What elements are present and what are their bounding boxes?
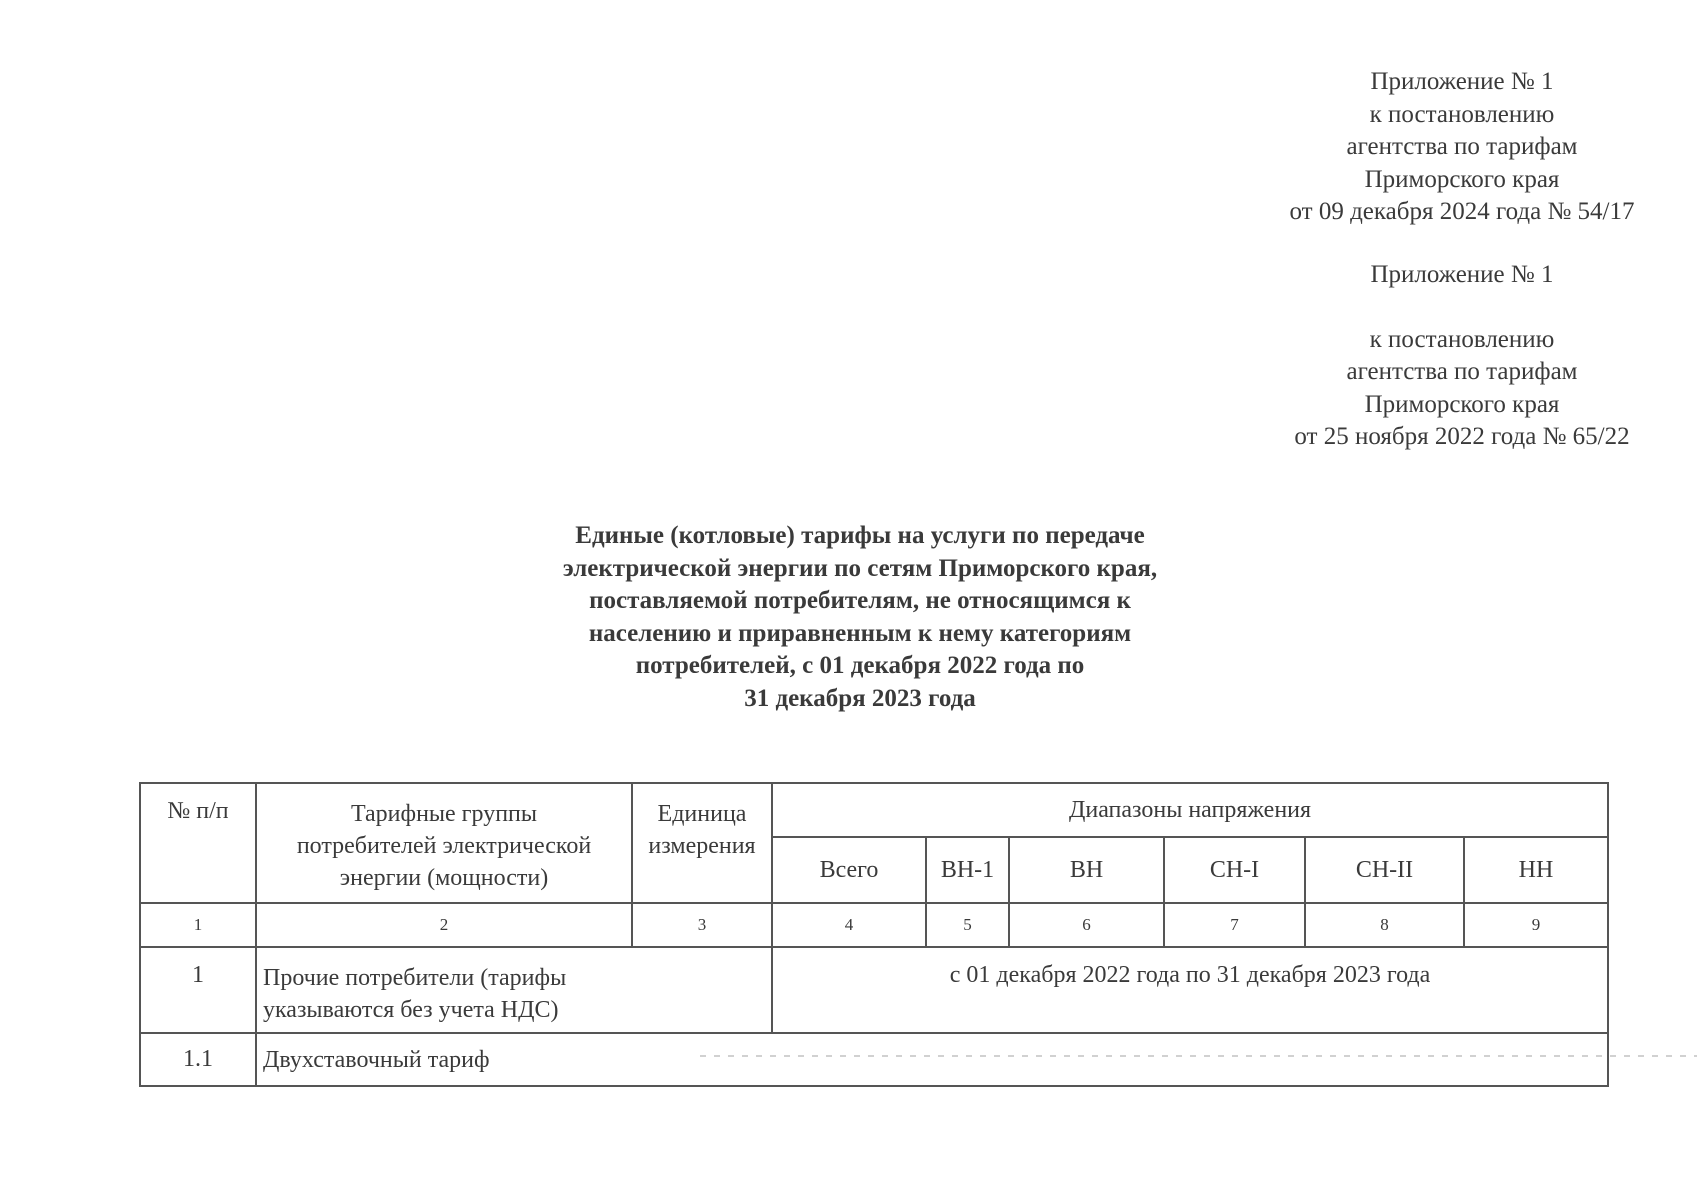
- row-number: 1.1: [140, 1033, 256, 1086]
- column-number: 7: [1164, 903, 1305, 947]
- header-voltage-ranges: Диапазоны напряжения: [772, 783, 1608, 837]
- header-text: потребителей электрической: [296, 833, 592, 859]
- approval-line: Приморского края: [1364, 390, 1560, 418]
- approval-block-current: [1185, 66, 1697, 229]
- header-nn: НН: [1464, 837, 1608, 903]
- title-line: потребителей, с 01 декабря 2022 года по: [635, 652, 1085, 679]
- header-tariff-group: [256, 783, 632, 903]
- approval-gap: [1185, 292, 1697, 324]
- approval-line: Приморского края: [1364, 165, 1560, 193]
- column-number: 3: [632, 903, 772, 947]
- header-num: № п/п: [140, 783, 256, 903]
- document-title: [500, 520, 1220, 715]
- row-name: [256, 947, 772, 1033]
- approval-line: к постановлению: [1369, 100, 1555, 128]
- row-name: Двухставочный тариф: [256, 1033, 1608, 1086]
- tariff-table: [139, 782, 1609, 1087]
- header-text: измерения: [648, 833, 756, 859]
- header-row-1: [140, 783, 1608, 837]
- column-number: 5: [926, 903, 1009, 947]
- scan-artifact-line: [700, 1055, 1697, 1057]
- table-row: [140, 947, 1608, 1033]
- approval-line: Приложение № 1: [1370, 261, 1554, 288]
- title-line: населению и приравненным к нему категориям: [588, 619, 1132, 647]
- table-row: [140, 1033, 1608, 1086]
- column-number: 4: [772, 903, 926, 947]
- column-number: 8: [1305, 903, 1464, 947]
- approval-line: агентства по тарифам: [1346, 133, 1578, 160]
- header-text: энергии (мощности): [339, 865, 549, 891]
- header-vn1: ВН-1: [926, 837, 1009, 903]
- column-number-row: [140, 903, 1608, 947]
- header-text: Единица: [657, 801, 747, 827]
- header-text: Тарифные группы: [350, 801, 538, 827]
- approval-date-number: от 25 ноября 2022 года № 65/22: [1294, 423, 1630, 450]
- row-name-line: Прочие потребители (тарифы: [263, 965, 567, 991]
- header-total: Всего: [772, 837, 926, 903]
- header-unit: [632, 783, 772, 903]
- header-sn2: СН-II: [1305, 837, 1464, 903]
- column-number: 1: [140, 903, 256, 947]
- approval-line: Приложение № 1: [1370, 68, 1554, 95]
- approval-line: к постановлению: [1369, 325, 1555, 353]
- row-period: с 01 декабря 2022 года по 31 декабря 2023 года: [772, 947, 1608, 1033]
- approval-date-number: от 09 декабря 2024 года № 54/17: [1289, 198, 1635, 225]
- column-number: 6: [1009, 903, 1164, 947]
- title-line: электрической энергии по сетям Приморского края,: [562, 554, 1158, 582]
- column-number: 2: [256, 903, 632, 947]
- header-sn1: СН-I: [1164, 837, 1305, 903]
- column-number: 9: [1464, 903, 1608, 947]
- row-name-line: указываются без учета НДС): [263, 997, 559, 1023]
- header-vn: ВН: [1009, 837, 1164, 903]
- approval-block-previous: [1185, 259, 1697, 454]
- title-line: 31 декабря 2023 года: [744, 684, 976, 712]
- title-line: Единые (котловые) тарифы на услуги по передаче: [575, 522, 1145, 549]
- approval-line: агентства по тарифам: [1346, 358, 1578, 385]
- title-line: поставляемой потребителям, не относящимся к: [589, 587, 1131, 614]
- row-number: 1: [140, 947, 256, 1033]
